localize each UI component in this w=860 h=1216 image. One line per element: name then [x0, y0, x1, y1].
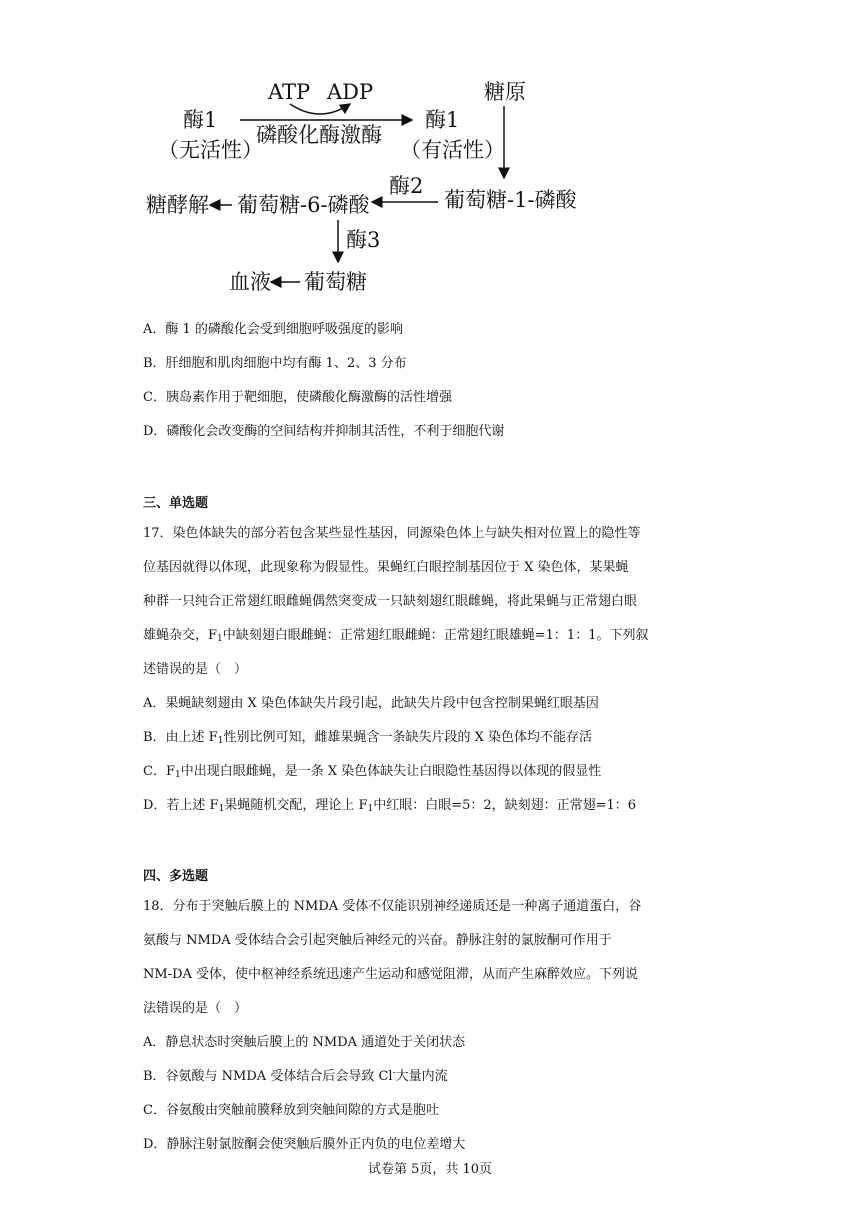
q16-option-d: D．磷酸化会改变酶的空间结构并抑制其活性，不利于细胞代谢	[143, 424, 505, 439]
atp-label: ATP	[268, 80, 311, 104]
q16-option-b: B．肝细胞和肌肉细胞中均有酶 1、2、3 分布	[143, 356, 407, 371]
glucose-label: 葡萄糖	[304, 270, 367, 294]
kinase-label: 磷酸化酶激酶	[256, 123, 382, 147]
q17-option-a: A．果蝇缺刻翅由 X 染色体缺失片段引起，此缺失片段中包含控制果蝇红眼基因	[143, 696, 599, 711]
glycolysis-label: 糖酵解	[146, 193, 209, 217]
q17-stem-line3: 种群一只纯合正常翅红眼雌蝇偶然突变成一只缺刻翅红眼雌蝇，将此果蝇与正常翅白眼	[143, 594, 638, 609]
q17-option-d: D．若上述 $F_1$果蝇随机交配，理论上 $F_1$中红眼：白眼=5：2，缺刻翅：正常翅=1：6	[143, 798, 637, 814]
adp-label: ADP	[327, 80, 374, 104]
enzyme2-label: 酶2	[389, 174, 424, 198]
q17-stem-line4: 雄蝇杂交，$F_1$中缺刻翅白眼雌蝇：正常翅红眼雌蝇：正常翅红眼雄蝇=1：1：1。下列叙	[143, 628, 649, 644]
q18-stem-line1: 18．分布于突触后膜上的 NMDA 受体不仅能识别神经递质还是一种离子通道蛋白，谷	[143, 899, 642, 914]
q18-stem-line2: 氨酸与 NMDA 受体结合会引起突触后神经元的兴奋。静脉注射的氯胺酮可作用于	[143, 933, 612, 948]
q17-stem-line5: 述错误的是（ ）	[143, 662, 248, 677]
enzyme1-active-label: 酶1	[425, 108, 460, 132]
q17-stem-line2: 位基因就得以体现，此现象称为假显性。果蝇红白眼控制基因位于 X 染色体，某果蝇	[143, 560, 629, 575]
active-label: （有活性）	[400, 138, 505, 162]
q18-option-c: C．谷氨酸由突触前膜释放到突触间隙的方式是胞吐	[143, 1103, 439, 1118]
q16-option-a: A．酶 1 的磷酸化会受到细胞呼吸强度的影响	[143, 322, 403, 337]
blood-label: 血液	[229, 270, 271, 294]
g6p-label: 葡萄糖-6-磷酸	[237, 193, 370, 217]
glycogen-metabolism-diagram	[0, 0, 860, 300]
inactive-label: （无活性）	[158, 138, 263, 162]
q18-option-a: A．静息状态时突触后膜上的 NMDA 通道处于关闭状态	[143, 1035, 466, 1050]
atp-adp-curve-arrow	[290, 104, 350, 114]
section-heading-multi-choice: 四、多选题	[143, 869, 209, 884]
q18-option-b: B．谷氨酸与 NMDA 受体结合后会导致 Cl-大量内流	[143, 1068, 448, 1084]
q18-stem-line4: 法错误的是（ ）	[143, 1001, 248, 1016]
enzyme1-inactive-label: 酶1	[183, 108, 218, 132]
q18-option-d: D．静脉注射氯胺酮会使突触后膜外正内负的电位差增大	[143, 1137, 466, 1152]
q17-option-c: C．$F_1$中出现白眼雌蝇，是一条 X 染色体缺失让白眼隐性基因得以体现的假显性	[143, 764, 602, 780]
section-heading-single-choice: 三、单选题	[143, 496, 209, 511]
q17-stem-line1: 17．染色体缺失的部分若包含某些显性基因，同源染色体上与缺失相对位置上的隐性等	[143, 526, 641, 541]
page-footer: 试卷第 5页，共 10页	[367, 1162, 493, 1177]
glycogen-label: 糖原	[484, 80, 526, 104]
q18-stem-line3: NM-DA 受体，使中枢神经系统迅速产生运动和感觉阻滞，从而产生麻醉效应。下列说	[143, 967, 639, 982]
g1p-label: 葡萄糖-1-磷酸	[444, 188, 577, 212]
enzyme3-label: 酶3	[346, 228, 381, 252]
q16-option-c: C．胰岛素作用于靶细胞，使磷酸化酶激酶的活性增强	[143, 390, 452, 405]
q17-option-b: B．由上述 $F_1$性别比例可知，雌雄果蝇含一条缺失片段的 X 染色体均不能存活	[143, 730, 592, 746]
